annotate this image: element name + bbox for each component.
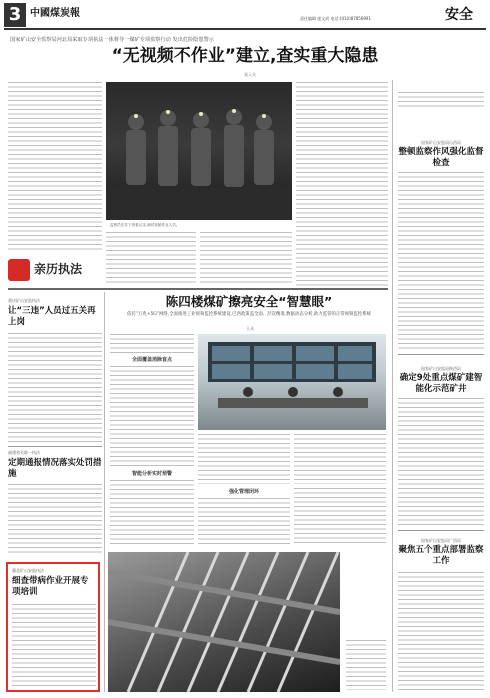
hydraulic-supports-graphic xyxy=(108,552,340,692)
lead-photo xyxy=(106,82,292,220)
photo-side-caption xyxy=(346,640,386,690)
lead-byline: 张入夫 xyxy=(244,72,256,77)
sub-left-2-body xyxy=(8,484,102,554)
right-body-2 xyxy=(398,398,484,528)
section-label: 安全 xyxy=(445,7,473,23)
column-logo-text: 亲历执法 xyxy=(34,262,83,276)
center-body-1 xyxy=(110,334,194,354)
lead-body-col-2 xyxy=(106,232,196,286)
paper-name: 中國煤炭報 xyxy=(30,8,80,19)
page-number: 3 xyxy=(4,3,26,27)
right-title-3: 聚焦五个重点部署监察工作 xyxy=(398,545,484,566)
right-body-3 xyxy=(398,572,484,692)
right-kicker-2: 国家矿山安监局陕西局 xyxy=(421,366,461,371)
center-sub-1: 全面覆盖消除盲点 xyxy=(131,357,172,363)
header-info: 责任编辑 庞文成 电话:(010)87856991 xyxy=(300,16,372,21)
center-body-4 xyxy=(294,434,386,484)
right-title-1: 整顿监察作风强化监督检查 xyxy=(398,147,484,168)
sub-left-1-kicker: 重庆矿山安监执法 xyxy=(8,298,40,303)
control-room-graphic xyxy=(198,334,386,430)
center-body-6 xyxy=(198,498,290,546)
right-title-2: 确定9处重点煤矿建智能化示范矿井 xyxy=(399,373,483,394)
right-body-1 xyxy=(398,172,484,350)
center-subtitle: 依托“万兆+5G”网络,全面推进工业视频监控系统建设,巴西政策盖全面、层次精准,数据动态分析,助力监管的正常视频监控系统 xyxy=(127,312,371,317)
mine-tunnel-photo xyxy=(108,552,340,692)
lead-body-col-3 xyxy=(200,232,292,286)
lead-kicker: 国家矿山安全监察局河北局采取专项执法一体督导一煤矿专项监察行动 发出危险隐患警示 xyxy=(10,37,214,43)
sub-left-2-kicker: 福建省关联一执法 xyxy=(8,450,40,455)
sub-left-3-title: 细查带病作业开展专项培训 xyxy=(12,576,89,597)
lead-photo-caption: 监察员在井下查看记录,测试视频作业人员。 xyxy=(110,223,180,227)
center-byline: 王众 xyxy=(246,326,254,331)
column-logo xyxy=(8,256,102,284)
sub-left-1-body xyxy=(8,333,102,443)
center-body-7 xyxy=(294,488,386,546)
sub-left-3-body xyxy=(12,604,96,688)
sub-left-3-kicker: 冀北矿山安监执法 xyxy=(12,568,44,573)
right-top-note xyxy=(398,92,484,110)
right-kicker-3: 国家矿山安监局广西局 xyxy=(421,538,461,543)
center-title: 陈四楼煤矿擦亮安全“智慧眼” xyxy=(165,294,333,309)
center-sub-3: 强化管理闭环 xyxy=(228,489,259,495)
center-photo xyxy=(198,334,386,430)
center-body-2 xyxy=(110,366,194,466)
center-sub-2: 智能分析实时预警 xyxy=(131,471,172,477)
center-body-5 xyxy=(110,480,194,546)
lead-body-col-4 xyxy=(296,82,388,286)
lead-title: “无视频不作业”建立,查实重大隐患 xyxy=(111,46,379,66)
logo-badge-icon xyxy=(8,259,30,281)
miners-silhouette-graphic xyxy=(106,82,292,220)
highlighted-article[interactable] xyxy=(6,562,100,692)
lead-body-col-1 xyxy=(8,82,102,252)
center-body-3 xyxy=(198,434,290,484)
sub-left-1-title: 让“三违”人员过五关再上岗 xyxy=(8,306,96,327)
sub-left-2-title: 定期通报情况落实处罚措施 xyxy=(8,458,102,479)
right-kicker-1: 国家矿山安监局山西局 xyxy=(421,140,461,145)
masthead xyxy=(0,0,490,34)
